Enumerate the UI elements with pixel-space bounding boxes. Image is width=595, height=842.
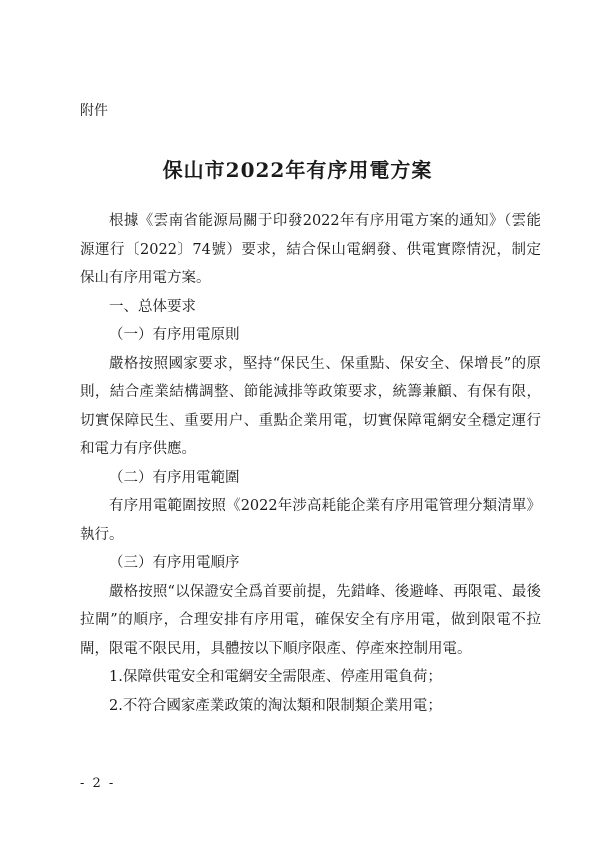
list-item-1: 1.保障供電安全和電網安全需限產、停產用電負荷； [109, 669, 442, 685]
document-body [80, 207, 541, 720]
intro-paragraph: 根據《雲南省能源局關于印發2022年有序用電方案的通知》（雲能源運行〔2022〕74號）要求，結合保山電網發、供電實際情況，制定保山有序用電方案。 [80, 213, 541, 286]
subsection-heading-principles: （一）有序用電原則 [109, 327, 240, 343]
subsection-heading-order: （三）有序用電順序 [109, 555, 240, 571]
scope-paragraph: 有序用電範圍按照《2022年涉高耗能企業有序用電管理分類清單》執行。 [80, 498, 541, 543]
principles-paragraph: 嚴格按照國家要求，堅持“保民生、保重點、保安全、保增長”的原則，結合產業結構調整、節能減排等政策要求，統籌兼顧、有保有限，切實保障民生、重要用户、重點企業用電，切實保障電網安全穩定運行和電力有序供應。 [80, 355, 541, 457]
list-item-2: 2.不符合國家產業政策的淘汰類和限制類企業用電； [109, 697, 442, 714]
subsection-heading-scope: （二）有序用電範圍 [109, 469, 240, 486]
attachment-label: 附件 [80, 103, 108, 119]
document-title: 保山市2022年有序用電方案 [162, 158, 433, 182]
section-heading-overall-requirements: 一、总体要求 [109, 298, 196, 315]
order-paragraph: 嚴格按照“以保證安全爲首要前提，先錯峰、後避峰、再限電、最後拉閘”的順序，合理安排有序用電，確保安全有序用電，做到限電不拉閘，限電不限民用，具體按以下順序限產、停產來控制用電。 [80, 583, 541, 657]
page-number: - 2 - [80, 776, 116, 791]
